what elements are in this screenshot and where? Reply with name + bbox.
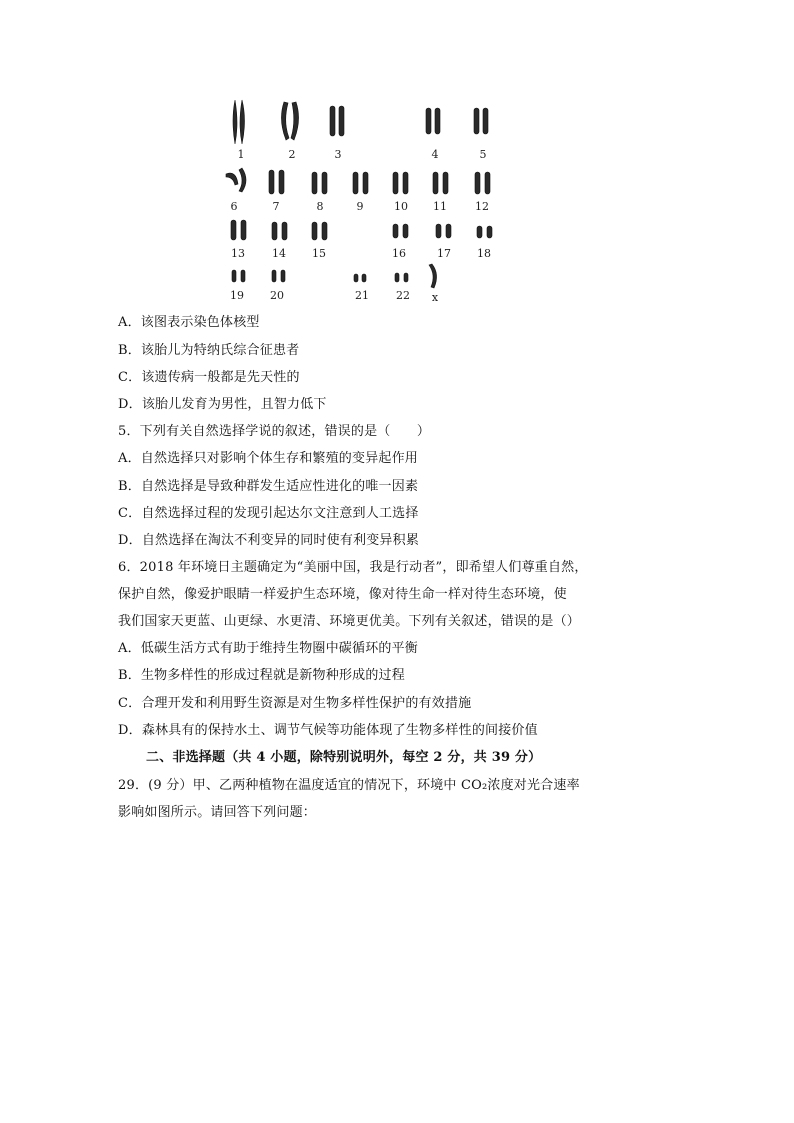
chromosome-label-14: 14 [272, 247, 286, 260]
chromosome-label-18: 18 [477, 247, 491, 260]
chromosome-pair-2 [281, 102, 298, 140]
q4-option-c: C．该遗传病一般都是先天性的 [118, 370, 300, 385]
chromosome-label-22: 22 [396, 289, 410, 302]
q6-stem-line-3: 我们国家天更蓝、山更绿、水更清、环境更优美。下列有关叙述，错误的是（） [118, 614, 581, 629]
chromosome-label-x: x [431, 291, 439, 304]
chromosome-pair-5 [474, 108, 488, 134]
chromosome-label-16: 16 [392, 247, 406, 260]
q6-option-b: B．生物多样性的形成过程就是新物种形成的过程 [118, 668, 405, 683]
chromosome-pair-8 [312, 172, 327, 194]
chromosome-label-10: 10 [394, 200, 408, 213]
q5-option-d: D．自然选择在淘汰不利变异的同时使有利变异积累 [118, 533, 420, 548]
chromosome-label-9: 9 [356, 200, 364, 213]
chromosome-pair-7 [269, 170, 284, 194]
chromosome-label-13: 13 [231, 247, 245, 260]
chromosome-label-7: 7 [272, 200, 280, 213]
chromosome-label-17: 17 [437, 247, 451, 260]
chromosome-pair-9 [353, 172, 368, 194]
chromosome-label-5: 5 [479, 148, 487, 161]
chromosome-pair-18 [477, 226, 492, 238]
chromosome-x [429, 264, 437, 288]
chromosome-pair-16 [393, 224, 408, 238]
chromosome-label-20: 20 [270, 289, 284, 302]
chromosome-label-15: 15 [312, 247, 326, 260]
chromosome-label-8: 8 [316, 200, 324, 213]
chromosome-label-2: 2 [288, 148, 296, 161]
q5-option-c: C．自然选择过程的发现引起达尔文注意到人工选择 [118, 506, 419, 521]
chromosome-label-3: 3 [334, 148, 342, 161]
q5-option-b: B．自然选择是导致种群发生适应性进化的唯一因素 [118, 479, 419, 494]
q4-option-a: A．该图表示染色体核型 [118, 315, 260, 330]
q5-stem: 5．下列有关自然选择学说的叙述，错误的是（ ） [118, 424, 431, 439]
chromosome-pair-3 [330, 106, 344, 136]
chromosome-pair-6 [226, 168, 246, 192]
chromosome-label-4: 4 [431, 148, 439, 161]
chromosome-pair-1 [233, 100, 245, 144]
chromosome-pair-17 [436, 224, 451, 238]
chromosome-pair-21 [354, 274, 366, 282]
chromosome-pair-10 [393, 172, 408, 194]
chromosome-label-12: 12 [475, 200, 489, 213]
q6-option-c: C．合理开发和利用野生资源是对生物多样性保护的有效措施 [118, 696, 472, 711]
karyotype-figure [218, 92, 508, 307]
section-heading-nonchoice: 二、非选择题（共 4 小题，除特别说明外，每空 2 分，共 39 分） [146, 750, 542, 765]
q6-option-d: D．森林具有的保持水土、调节气候等功能体现了生物多样性的间接价值 [118, 723, 538, 738]
q5-option-a: A．自然选择只对影响个体生存和繁殖的变异起作用 [118, 451, 418, 466]
chromosome-label-21: 21 [355, 289, 369, 302]
chromosome-pair-4 [426, 108, 440, 134]
chromosome-pair-14 [272, 222, 287, 240]
q4-option-b: B．该胎儿为特纳氏综合征患者 [118, 343, 300, 358]
q4-option-d: D．该胎儿发育为男性，且智力低下 [118, 397, 327, 412]
chromosome-pair-19 [232, 270, 245, 282]
q6-stem-line-2: 保护自然，像爱护眼睛一样爱护生态环境，像对待生命一样对待生态环境，使 [118, 587, 567, 602]
q29-stem-line-1: 29．(9 分）甲、乙两种植物在温度适宜的情况下，环境中 CO₂浓度对光合速率 [118, 778, 580, 793]
chromosome-label-1: 1 [237, 148, 245, 161]
chromosome-pair-22 [395, 273, 408, 282]
q29-stem-line-2: 影响如图所示。请回答下列问题： [118, 805, 317, 820]
chromosome-pair-12 [475, 172, 490, 194]
chromosome-label-19: 19 [230, 289, 244, 302]
chromosome-pair-20 [272, 270, 285, 282]
q6-option-a: A．低碳生活方式有助于维持生物圈中碳循环的平衡 [118, 641, 418, 656]
chromosome-pair-13 [231, 220, 246, 240]
chromosome-pair-11 [433, 172, 448, 194]
q6-stem-line-1: 6．2018 年环境日主题确定为“美丽中国，我是行动者”，即希望人们尊重自然， [118, 560, 588, 575]
chromosome-pair-15 [312, 222, 327, 240]
chromosome-label-11: 11 [433, 200, 447, 213]
chromosome-label-6: 6 [230, 200, 238, 213]
